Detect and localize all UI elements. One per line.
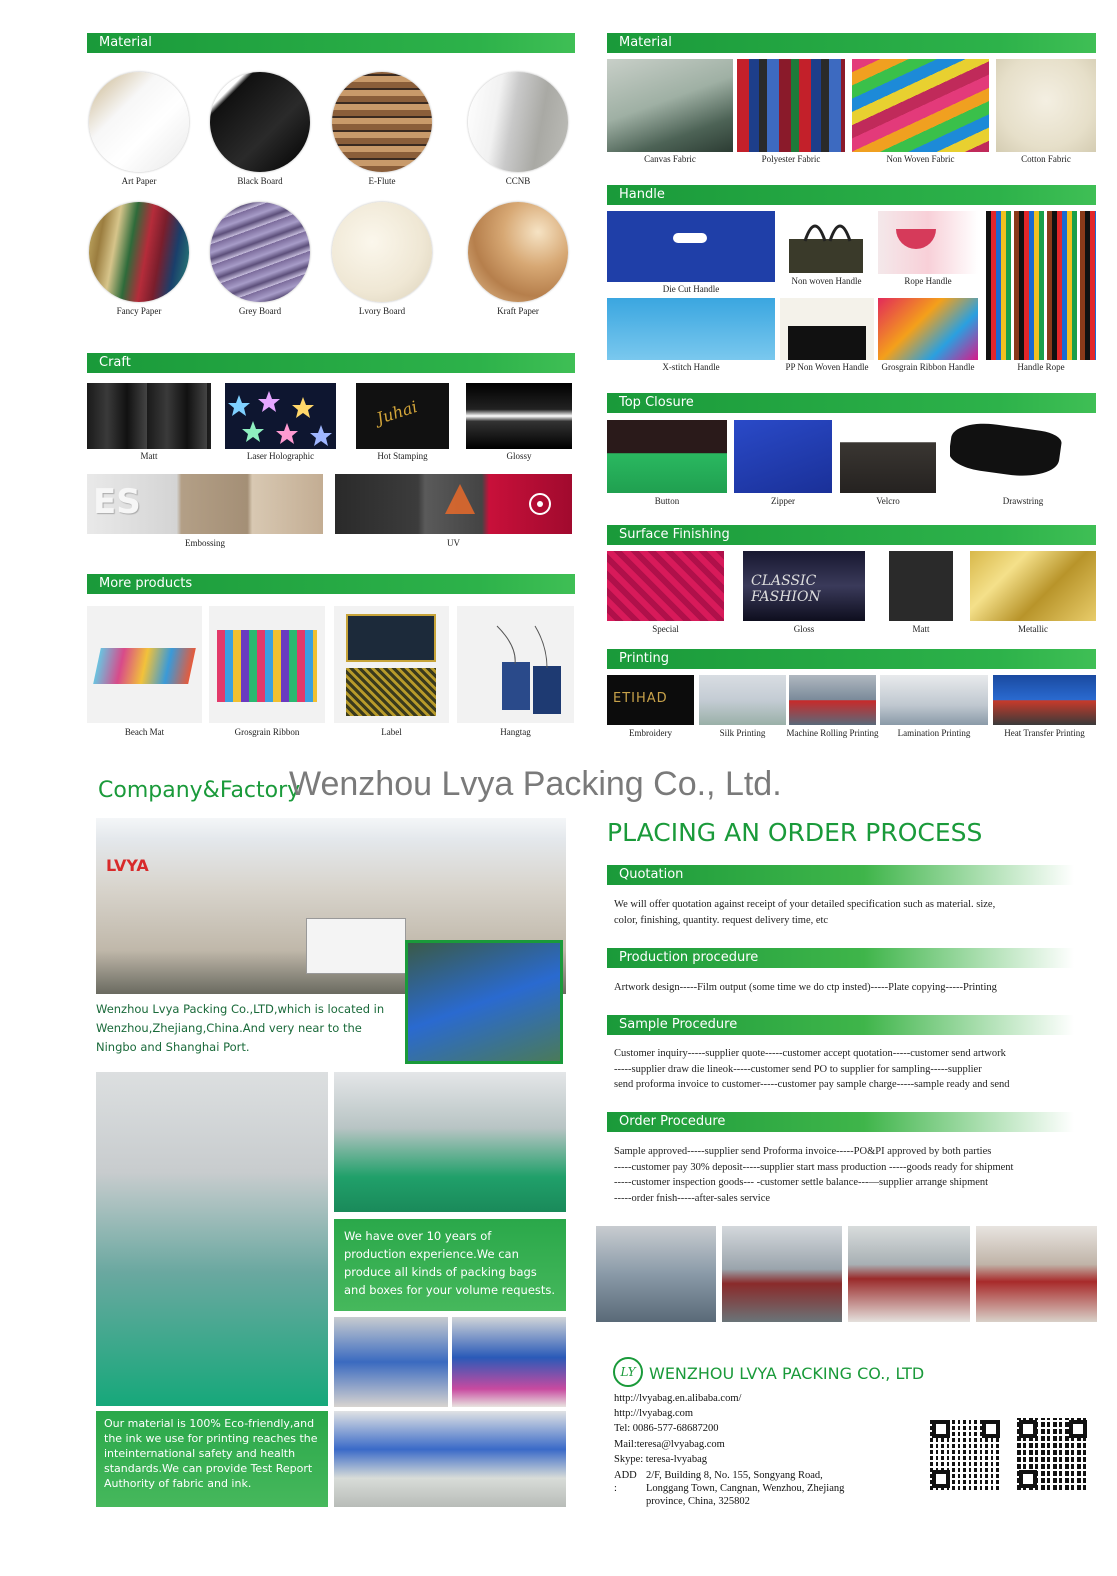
art-paper-image bbox=[89, 72, 189, 172]
matt-finish-image bbox=[889, 551, 953, 621]
x-stitch-handle-image bbox=[607, 298, 775, 360]
gloss-bag-print: CLASSIC FASHION bbox=[751, 573, 821, 605]
mail-line[interactable]: Mail:teresa@lvyabag.com bbox=[614, 1438, 725, 1450]
black-board-image bbox=[210, 72, 310, 172]
ccnb-caption: CCNB bbox=[505, 176, 531, 186]
zipper-closure-image bbox=[734, 420, 832, 493]
production-title: Production procedure bbox=[619, 950, 759, 965]
non-woven-fabric-image bbox=[852, 59, 989, 152]
order-line-1: Sample approved-----supplier send Proforma invoice-----PO&PI approved by both parties bbox=[614, 1146, 992, 1157]
hangtag-image bbox=[457, 606, 574, 723]
production-line-1: Artwork design-----Film output (some time we do ctp insted)-----Plate copying-----Printing bbox=[614, 982, 997, 993]
ivory-board-image bbox=[332, 202, 432, 302]
hangtag-caption: Hangtag bbox=[500, 727, 531, 737]
right-material-header bbox=[607, 33, 1096, 53]
skype-line: Skype: teresa-lvyabag bbox=[614, 1453, 708, 1465]
ivory-board-caption: Lvory Board bbox=[358, 306, 406, 316]
handle-header bbox=[607, 185, 1096, 205]
gloss-finish-caption: Gloss bbox=[793, 624, 815, 634]
workshop-photo-packing-1 bbox=[334, 1317, 448, 1407]
craft-laser-image bbox=[225, 383, 336, 449]
process-photo-4 bbox=[976, 1226, 1097, 1322]
process-photo-3 bbox=[848, 1226, 970, 1322]
company-factory-heading: Company&Factory bbox=[98, 778, 301, 803]
e-flute-image bbox=[332, 72, 432, 172]
craft-header bbox=[87, 353, 575, 373]
quotation-line-1: We will offer quotation against receipt of your detailed specification such as material. size, bbox=[614, 899, 996, 910]
craft-uv-caption: UV bbox=[447, 538, 460, 548]
polyester-fabric-caption: Polyester Fabric bbox=[761, 154, 821, 164]
experience-box bbox=[334, 1219, 566, 1311]
surface-finishing-title: Surface Finishing bbox=[619, 527, 730, 542]
production-header bbox=[607, 948, 1074, 968]
embroidery-caption: Embroidery bbox=[629, 728, 672, 738]
woven-label-bottom bbox=[346, 668, 436, 716]
non-woven-handle-image bbox=[785, 211, 868, 274]
heat-transfer-caption: Heat Transfer Printing bbox=[1004, 728, 1085, 738]
rope-handle-mouth bbox=[896, 229, 936, 249]
drawstring-closure-image bbox=[950, 420, 1096, 493]
polyester-fabric-image bbox=[737, 59, 845, 152]
etihad-logo: ETIHAD bbox=[613, 691, 668, 706]
handle-rope-image bbox=[986, 211, 1096, 360]
more-products-header bbox=[87, 574, 575, 594]
non-woven-fabric-caption: Non Woven Fabric bbox=[886, 154, 955, 164]
address-line-1: 2/F, Building 8, No. 155, Songyang Road, bbox=[646, 1470, 823, 1481]
contact-company-name: WENZHOU LVYA PACKING CO., LTD bbox=[649, 1364, 925, 1383]
x-stitch-handle-caption: X-stitch Handle bbox=[662, 362, 720, 372]
canvas-fabric-image bbox=[607, 59, 733, 152]
art-paper-caption: Art Paper bbox=[121, 176, 157, 186]
bag-handle-icon bbox=[785, 211, 868, 274]
website-link[interactable]: http://lvyabag.com bbox=[614, 1408, 694, 1420]
sample-header bbox=[607, 1015, 1074, 1035]
workshop-photo-sewing bbox=[334, 1411, 566, 1507]
beach-mat-caption: Beach Mat bbox=[124, 727, 165, 737]
holographic-stars-icon bbox=[225, 383, 336, 449]
ccnb-image bbox=[468, 72, 568, 172]
beach-mat-shape bbox=[93, 648, 196, 684]
hot-stamping-logo-icon: Juhai bbox=[374, 397, 420, 428]
order-process-heading: PLACING AN ORDER PROCESS bbox=[607, 818, 983, 847]
contact-info bbox=[614, 1391, 741, 1467]
quotation-line-2: color, finishing, quantity. request delivery time, etc bbox=[614, 914, 829, 926]
order-line-2: -----customer pay 30% deposit-----supplier start mass production -----goods ready for shipment bbox=[614, 1161, 1014, 1173]
craft-glossy-caption: Glossy bbox=[506, 451, 532, 461]
black-board-caption: Black Board bbox=[237, 176, 283, 186]
eco-text: Our material is 100% Eco-friendly,and the ink we use for printing reaches the inteinternational safety and health standards.We can provide Test Report Authority of fabric and ink. bbox=[104, 1417, 318, 1490]
craft-hot-stamping-caption: Hot Stamping bbox=[377, 451, 428, 461]
machine-rolling-image bbox=[789, 675, 876, 725]
silk-printing-image bbox=[699, 675, 786, 725]
pp-bag bbox=[788, 326, 866, 360]
experience-text: We have over 10 years of production experience.We can produce all kinds of packing bags and boxes for your volume requests. bbox=[344, 1229, 556, 1297]
address-line-2: Longgang Town, Cangnan, Wenzhou, Zhejiang bbox=[646, 1483, 845, 1494]
order-procedure-header bbox=[607, 1112, 1074, 1132]
craft-embossing-image bbox=[87, 474, 323, 534]
button-closure-caption: Button bbox=[654, 496, 680, 506]
top-closure-header bbox=[607, 393, 1096, 413]
company-logo-text: LY bbox=[620, 1365, 636, 1379]
velcro-closure-caption: Velcro bbox=[876, 496, 900, 506]
craft-matt-image bbox=[87, 383, 211, 449]
more-products-title: More products bbox=[99, 576, 193, 591]
production-body bbox=[614, 980, 997, 996]
surface-finishing-header bbox=[607, 525, 1096, 545]
grosgrain-ribbon-handle-caption: Grosgrain Ribbon Handle bbox=[881, 362, 975, 372]
rope-handle-caption: Rope Handle bbox=[904, 276, 952, 286]
drawstring-pouch bbox=[950, 420, 1063, 481]
address-line-3: province, China, 325802 bbox=[646, 1496, 750, 1507]
cotton-fabric-caption: Cotton Fabric bbox=[1021, 154, 1071, 164]
craft-hot-stamping-image bbox=[356, 383, 449, 449]
die-cut-handle-image bbox=[607, 211, 775, 282]
sample-title: Sample Procedure bbox=[619, 1017, 738, 1032]
sample-body bbox=[614, 1046, 1010, 1093]
pp-non-woven-handle-caption: PP Non Woven Handle bbox=[785, 362, 869, 372]
velcro-closure-image bbox=[840, 420, 936, 493]
left-material-title: Material bbox=[99, 35, 152, 50]
sample-line-2: -----supplier draw die lineok-----customer send PO to supplier for sampling-----supplier bbox=[614, 1063, 982, 1075]
workshop-photo-hall bbox=[334, 1072, 566, 1212]
process-photo-1 bbox=[596, 1226, 716, 1322]
e-flute-caption: E-Flute bbox=[368, 176, 396, 186]
sample-line-3: send proforma invoice to customer-----customer pay sample charge-----sample ready and send bbox=[614, 1079, 1010, 1090]
non-woven-handle-caption: Non woven Handle bbox=[791, 276, 862, 286]
address-label: ADD : bbox=[614, 1470, 637, 1494]
hangtag-string-icon bbox=[457, 606, 574, 723]
die-cut-handle-caption: Die Cut Handle bbox=[662, 284, 720, 294]
quotation-header bbox=[607, 865, 1074, 885]
company-intro: Wenzhou Lvya Packing Co.,LTD,which is located in Wenzhou,Zhejiang,China.And very near to the Ningbo and Shanghai Port. bbox=[96, 1002, 385, 1054]
order-procedure-title: Order Procedure bbox=[619, 1114, 726, 1129]
uv-flower-icon bbox=[335, 474, 572, 534]
company-name-overlay: Wenzhou Lvya Packing Co., Ltd. bbox=[289, 765, 782, 803]
left-material-header bbox=[87, 33, 575, 53]
beach-mat-image bbox=[87, 606, 202, 723]
alibaba-link[interactable]: http://lvyabag.en.alibaba.com/ bbox=[614, 1393, 742, 1404]
kraft-paper-image bbox=[468, 202, 568, 302]
label-caption: Label bbox=[381, 727, 402, 737]
fancy-paper-caption: Fancy Paper bbox=[116, 306, 162, 316]
lamination-printing-image bbox=[880, 675, 988, 725]
label-image bbox=[334, 606, 449, 723]
rope-handle-image bbox=[878, 211, 978, 274]
workshop-photo-large bbox=[96, 1072, 328, 1406]
process-photo-2 bbox=[722, 1226, 842, 1322]
printing-header bbox=[607, 649, 1096, 669]
grey-board-image bbox=[210, 202, 310, 302]
qr-code-icon[interactable] bbox=[930, 1418, 1002, 1490]
building-sign: LVYA bbox=[106, 856, 149, 875]
craft-title: Craft bbox=[99, 355, 131, 370]
top-closure-title: Top Closure bbox=[619, 395, 694, 410]
kraft-paper-caption: Kraft Paper bbox=[497, 306, 539, 316]
ribbon-rolls bbox=[217, 630, 317, 702]
cotton-fabric-image bbox=[996, 59, 1096, 152]
grosgrain-ribbon-caption: Grosgrain Ribbon bbox=[234, 727, 300, 737]
handle-title: Handle bbox=[619, 187, 665, 202]
delivery-truck bbox=[306, 918, 406, 974]
order-procedure-body bbox=[614, 1144, 1013, 1206]
woven-label-top bbox=[346, 614, 436, 662]
grosgrain-ribbon-image bbox=[209, 606, 325, 723]
matt-finish-caption: Matt bbox=[912, 624, 930, 634]
special-finish-image bbox=[607, 551, 724, 621]
special-finish-caption: Special bbox=[652, 624, 679, 634]
order-line-4: -----order fnish-----after-sales service bbox=[614, 1192, 771, 1204]
button-closure-image bbox=[607, 420, 727, 493]
printing-title: Printing bbox=[619, 651, 670, 666]
silk-printing-caption: Silk Printing bbox=[719, 728, 766, 738]
company-logo bbox=[613, 1357, 643, 1387]
craft-uv-image bbox=[335, 474, 572, 534]
grosgrain-ribbon-handle-image bbox=[878, 298, 978, 360]
metallic-finish-image bbox=[970, 551, 1096, 621]
quotation-title: Quotation bbox=[619, 867, 684, 882]
embossing-letters-icon: ES bbox=[93, 482, 141, 522]
die-cut-hole bbox=[673, 233, 707, 243]
craft-embossing-caption: Embossing bbox=[184, 538, 225, 548]
workshop-photo-packing-2 bbox=[452, 1317, 566, 1407]
order-line-3: -----customer inspection goods--- -customer settle balance---—supplier arrange shipment bbox=[614, 1177, 989, 1188]
fancy-paper-image bbox=[89, 202, 189, 302]
gloss-finish-image bbox=[743, 551, 865, 621]
craft-matt-caption: Matt bbox=[140, 451, 158, 461]
worker-inspecting-photo bbox=[405, 940, 563, 1064]
heat-transfer-image bbox=[993, 675, 1096, 725]
qr-code-icon[interactable] bbox=[1017, 1418, 1089, 1490]
pp-non-woven-handle-image bbox=[780, 298, 874, 360]
tel-line: Tel: 0086-577-68687200 bbox=[614, 1423, 719, 1435]
grey-board-caption: Grey Board bbox=[238, 306, 282, 316]
lamination-printing-caption: Lamination Printing bbox=[897, 728, 971, 738]
metallic-finish-caption: Metallic bbox=[1018, 624, 1048, 634]
handle-rope-caption: Handle Rope bbox=[1017, 362, 1065, 372]
canvas-fabric-caption: Canvas Fabric bbox=[644, 154, 696, 164]
craft-glossy-image bbox=[466, 383, 572, 449]
sample-line-1: Customer inquiry-----supplier quote-----customer accept quotation-----customer send artwork bbox=[614, 1048, 1006, 1059]
craft-laser-caption: Laser Holographic bbox=[246, 451, 315, 461]
quotation-body bbox=[614, 897, 995, 928]
machine-rolling-caption: Machine Rolling Printing bbox=[786, 728, 879, 738]
zipper-closure-caption: Zipper bbox=[771, 496, 795, 506]
drawstring-closure-caption: Drawstring bbox=[1002, 496, 1044, 506]
eco-box bbox=[96, 1411, 328, 1507]
right-material-title: Material bbox=[619, 35, 672, 50]
embroidery-image bbox=[607, 675, 694, 725]
